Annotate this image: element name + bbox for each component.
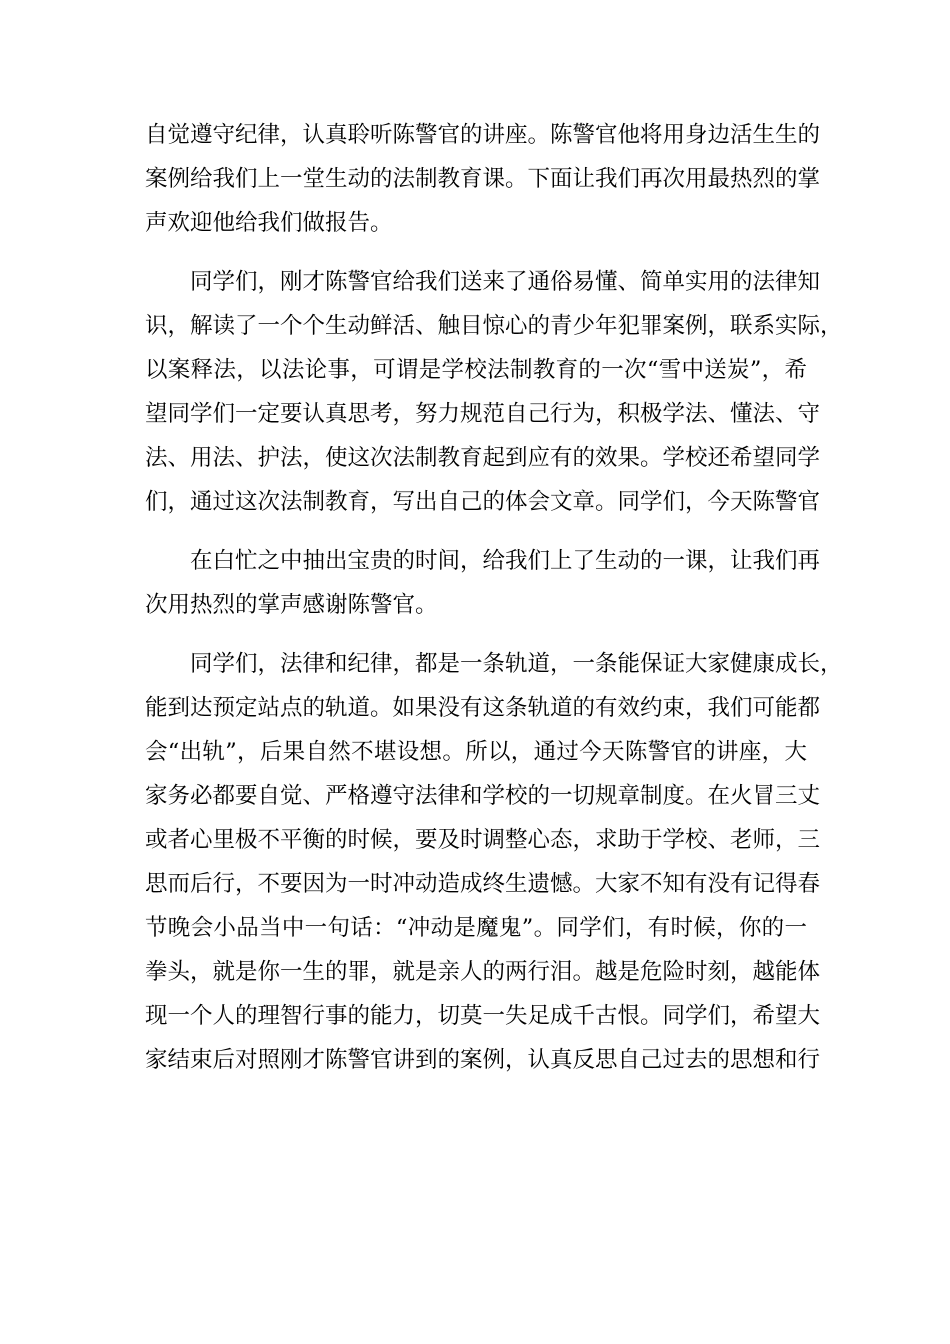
text-line: 能到达预定站点的轨道。如果没有这条轨道的有效约束，我们可能都 — [145, 695, 821, 721]
text-line: 自觉遵守纪律，认真聆听陈警官的讲座。陈警官他将用身边活生生的 — [145, 122, 821, 148]
paragraph-3 — [145, 539, 821, 627]
text-line: 声欢迎他给我们做报告。 — [145, 210, 393, 236]
paragraph-gap — [145, 245, 807, 260]
text-line: 次用热烈的掌声感谢陈警官。 — [145, 592, 438, 618]
text-line: 思而后行，不要因为一时冲动造成终生遗憾。大家不知有没有记得春 — [145, 871, 821, 897]
paragraph-4 — [145, 642, 843, 1082]
document-body — [145, 113, 843, 1082]
text-line: 法、用法、护法，使这次法制教育起到应有的效果。学校还希望同学 — [145, 445, 821, 471]
text-line: 们，通过这次法制教育，写出自己的体会文章。同学们，今天陈警官 — [145, 489, 821, 515]
text-line: 在白忙之中抽出宝贵的时间，给我们上了生动的一课，让我们再 — [190, 548, 821, 574]
text-line: 望同学们一定要认真思考，努力规范自己行为，积极学法、懂法、守 — [145, 401, 821, 427]
text-line: 会“出轨”，后果自然不堪设想。所以，通过今天陈警官的讲座，大 — [145, 739, 807, 765]
paragraph-gap — [145, 627, 807, 642]
text-line: 同学们，法律和纪律，都是一条轨道，一条能保证大家健康成长， — [190, 651, 843, 677]
text-line: 同学们，刚才陈警官给我们送来了通俗易懂、简单实用的法律知 — [190, 269, 821, 295]
text-line: 拳头，就是你一生的罪，就是亲人的两行泪。越是危险时刻，越能体 — [145, 959, 821, 985]
paragraph-gap — [145, 524, 807, 539]
paragraph-1 — [145, 113, 821, 245]
text-line: 家务必都要自觉、严格遵守法律和学校的一切规章制度。在火冒三丈 — [145, 783, 821, 809]
text-line: 家结束后对照刚才陈警官讲到的案例，认真反思自己过去的思想和行 — [145, 1047, 821, 1073]
paragraph-2 — [145, 260, 843, 524]
text-line: 以案释法，以法论事，可谓是学校法制教育的一次“雪中送炭”，希 — [145, 357, 807, 383]
text-line: 或者心里极不平衡的时候，要及时调整心态，求助于学校、老师，三 — [145, 827, 821, 853]
text-line: 现一个人的理智行事的能力，切莫一失足成千古恨。同学们，希望大 — [145, 1003, 821, 1029]
text-line: 节晚会小品当中一句话：“冲动是魔鬼”。同学们，有时候，你的一 — [145, 915, 807, 941]
text-line: 案例给我们上一堂生动的法制教育课。下面让我们再次用最热烈的掌 — [145, 166, 821, 192]
text-line: 识，解读了一个个生动鲜活、触目惊心的青少年犯罪案例，联系实际， — [145, 313, 843, 339]
